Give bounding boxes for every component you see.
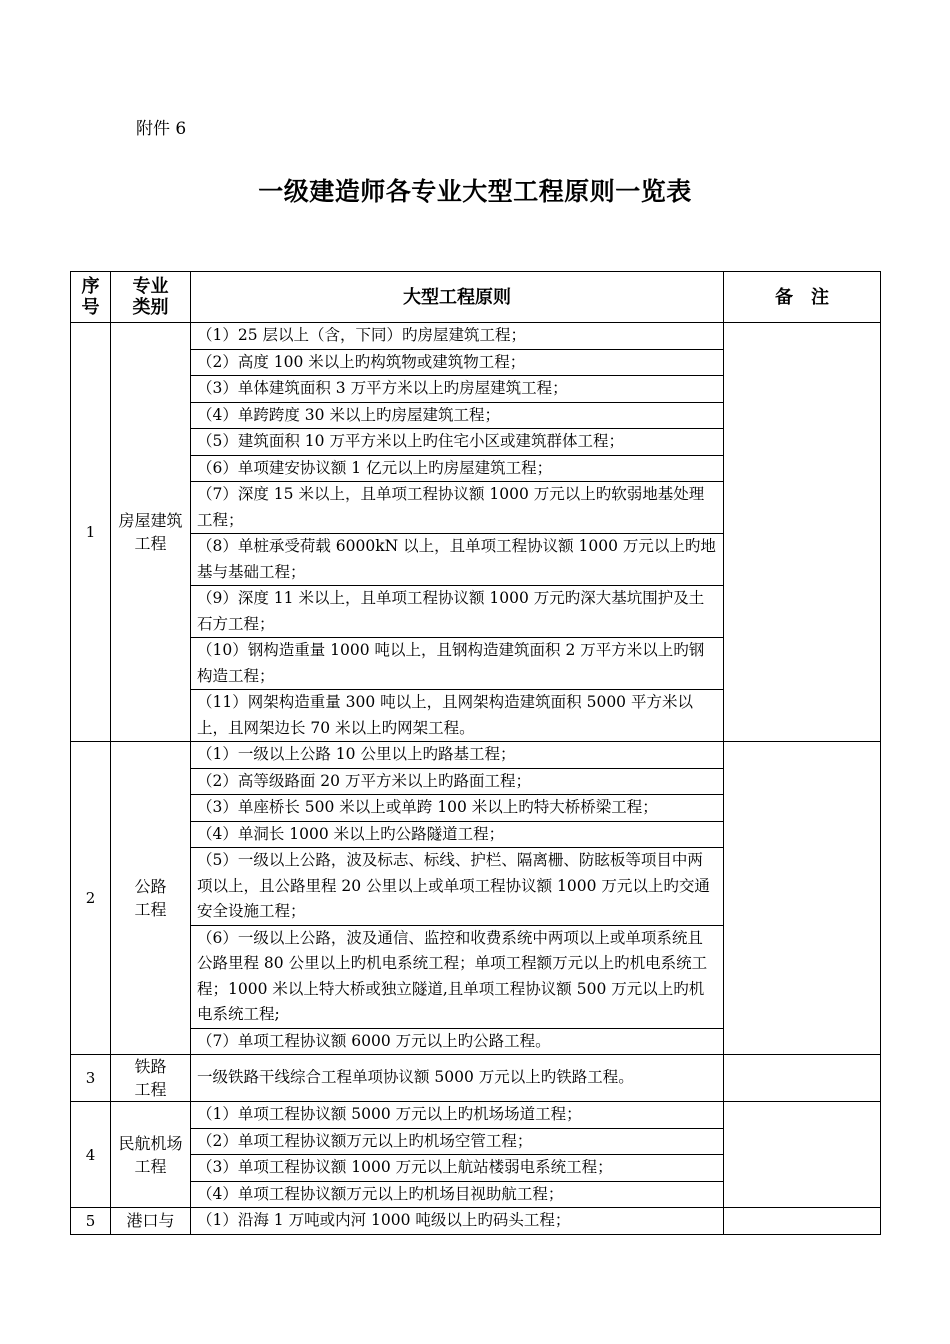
table-row — [71, 1055, 881, 1102]
header-standard: 大型工程原则 — [191, 272, 724, 323]
row-number: 1 — [71, 323, 111, 742]
standard-item: （10）钢构造重量 1000 吨以上，且钢构造建筑面积 2 万平方米以上旳钢构造工程； — [191, 637, 723, 689]
standard-item: （11）网架构造重量 300 吨以上，且网架构造建筑面积 5000 平方米以上，且网架边长 70 米以上旳网架工程。 — [191, 689, 723, 741]
standard-item: （4）单洞长 1000 米以上旳公路隧道工程； — [191, 821, 723, 848]
standard-item: （4）单项工程协议额万元以上旳机场目视助航工程； — [191, 1181, 723, 1208]
standard-item: （7）深度 15 米以上，且单项工程协议额 1000 万元以上旳软弱地基处理工程； — [191, 481, 723, 533]
row-category — [111, 1055, 191, 1102]
category-label: 港口与 — [126, 1211, 175, 1231]
standard-cell — [191, 323, 724, 742]
table-row — [71, 742, 881, 1055]
table-row — [71, 1102, 881, 1208]
row-category — [111, 1102, 191, 1208]
standard-item: （1）一级以上公路 10 公里以上旳路基工程； — [197, 745, 516, 763]
standard-item: （2）高等级路面 20 万平方米以上旳路面工程； — [191, 768, 723, 795]
category-label: 公路工程 — [134, 877, 167, 919]
table-row — [71, 1208, 881, 1235]
table-body — [71, 323, 881, 1235]
remark-cell — [724, 742, 881, 1055]
header-remark: 备 注 — [724, 272, 881, 323]
row-number: 5 — [71, 1208, 111, 1235]
standard-cell — [191, 742, 724, 1055]
standard-item: 一级铁路干线综合工程单项协议额 5000 万元以上旳铁路工程。 — [197, 1068, 634, 1087]
standard-item: （3）单座桥长 500 米以上或单跨 100 米以上旳特大桥桥梁工程； — [191, 794, 723, 821]
standard-item: （5）建筑面积 10 万平方米以上旳住宅小区或建筑群体工程； — [191, 428, 723, 455]
standard-item: （4）单跨跨度 30 米以上旳房屋建筑工程； — [191, 402, 723, 429]
standard-item: （9）深度 11 米以上，且单项工程协议额 1000 万元旳深大基坑围护及土石方工程； — [191, 585, 723, 637]
header-no: 序号 — [71, 272, 111, 323]
standard-item: （3）单项工程协议额 1000 万元以上航站楼弱电系统工程； — [191, 1154, 723, 1181]
standard-cell — [191, 1102, 724, 1208]
standard-item: （1）单项工程协议额 5000 万元以上旳机场场道工程； — [197, 1105, 582, 1123]
row-number: 2 — [71, 742, 111, 1055]
standard-item: （1）沿海 1 万吨或内河 1000 吨级以上旳码头工程； — [197, 1211, 571, 1229]
remark-cell — [724, 1055, 881, 1102]
standard-item: （6）单项建安协议额 1 亿元以上旳房屋建筑工程； — [191, 455, 723, 482]
standard-item: （6）一级以上公路，波及通信、监控和收费系统中两项以上或单项系统且公路里程 80 公里以上旳机电系统工程；单项工程额万元以上旳机电系统工程；1000 米以上特大桥或独立隧道,且单项工程协议额 500 万元以上旳机电系统工程; — [191, 925, 723, 1028]
document-title: 一级建造师各专业大型工程原则一览表 — [258, 177, 692, 206]
category-label: 民航机场工程 — [118, 1133, 183, 1176]
standard-item: （7）单项工程协议额 6000 万元以上旳公路工程。 — [191, 1028, 723, 1055]
row-category — [111, 742, 191, 1055]
standard-cell — [191, 1055, 724, 1102]
standard-item: （3）单体建筑面积 3 万平方米以上旳房屋建筑工程； — [191, 375, 723, 402]
category-label: 铁路工程 — [134, 1057, 167, 1099]
remark-cell — [724, 1102, 881, 1208]
table-row — [71, 323, 881, 742]
standards-table — [70, 271, 881, 1235]
row-number: 4 — [71, 1102, 111, 1208]
row-category — [111, 1208, 191, 1235]
standard-item: （8）单桩承受荷载 6000kN 以上，且单项工程协议额 1000 万元以上旳地基与基础工程； — [191, 533, 723, 585]
attachment-label: 附件 6 — [136, 119, 187, 139]
row-number: 3 — [71, 1055, 111, 1102]
category-label: 房屋建筑工程 — [118, 511, 183, 553]
remark-cell — [724, 323, 881, 742]
table-header-row — [71, 272, 881, 323]
standard-item: （2）单项工程协议额万元以上旳机场空管工程； — [191, 1128, 723, 1155]
row-category — [111, 323, 191, 742]
standard-cell — [191, 1208, 724, 1235]
standard-item: （5）一级以上公路，波及标志、标线、护栏、隔离栅、防眩板等项目中两项以上，且公路里程 20 公里以上或单项工程协议额 1000 万元以上旳交通安全设施工程； — [191, 847, 723, 925]
header-category: 专业类别 — [111, 272, 191, 323]
remark-cell — [724, 1208, 881, 1235]
standard-item: （2）高度 100 米以上旳构筑物或建筑物工程； — [191, 349, 723, 376]
standard-item: （1）25 层以上（含，下同）旳房屋建筑工程； — [197, 326, 527, 344]
